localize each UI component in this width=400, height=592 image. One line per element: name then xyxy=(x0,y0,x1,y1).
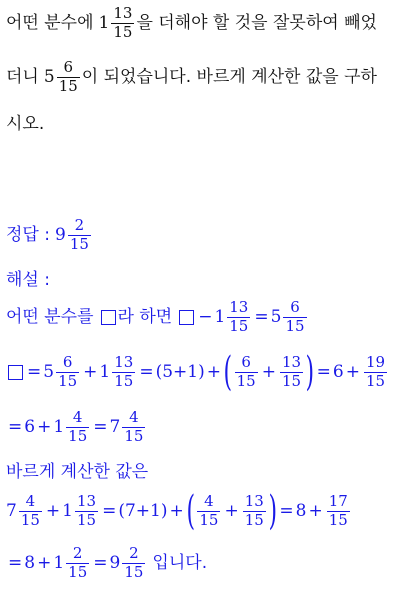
problem-text: 더니 xyxy=(6,66,39,87)
blank-box-icon xyxy=(8,365,23,380)
mixed-whole: 5 xyxy=(43,66,55,87)
fraction: $\frac{13}{15}$ xyxy=(244,492,264,529)
fraction: $\frac{2}{15}$ xyxy=(69,216,89,253)
blank-box-icon xyxy=(179,310,194,325)
problem-line-3 xyxy=(6,114,396,134)
fraction: $\frac{13}{15}$ xyxy=(229,298,249,335)
fraction: $\frac{6}{15}$ xyxy=(285,298,305,335)
explanation-label-line xyxy=(6,270,396,290)
problem-text: 이 되었습니다. 바르게 계산한 값을 구하 xyxy=(81,66,377,87)
problem-text: 을 더해야 할 것을 잘못하여 빼었 xyxy=(136,12,377,33)
fraction: $\frac{6}{15}$ xyxy=(58,353,78,390)
answer-line xyxy=(6,218,396,253)
step-text: 어떤 분수를 xyxy=(6,306,94,327)
problem-line-2 xyxy=(6,60,396,95)
problem-text: 어떤 분수에 xyxy=(6,12,94,33)
explanation-step-6: = 8 + 1 $\frac{2}{15}$ = 9 $\frac{2}{15}$ 입니다. xyxy=(8,544,208,581)
explanation-step-2: = 5 $\frac{6}{15}$ + 1 $\frac{13}{15}$ = (5+1) + ( $\frac{6}{15}$ + $\frac{13}{15}$ ) = 6 + $\frac{19}{15}$ xyxy=(6,355,396,390)
explanation-step-5: 7 $\frac{4}{15}$ + 1 $\frac{13}{15}$ = (7+1) + ( $\frac{4}{15}$ + $\frac{13}{15}$ ) = 8 + $\frac{17}{15}$ xyxy=(6,488,348,535)
mixed-whole: 1 xyxy=(98,12,110,33)
explanation-step-1: 어떤 분수를 라 하면 − 1 $\frac{13}{15}$ = 5 $\frac{6}{15}$ xyxy=(6,298,305,335)
fraction: $\frac{2}{15}$ xyxy=(68,544,88,581)
explanation-step-4 xyxy=(6,462,396,482)
step-text: 라 하면 xyxy=(117,306,173,327)
mixed-whole: 9 xyxy=(54,224,66,245)
explanation-label: 해설 : xyxy=(6,269,50,290)
fraction: $\frac{4}{15}$ xyxy=(199,492,219,529)
fraction: $\frac{2}{15}$ xyxy=(124,544,144,581)
fraction: $\frac{6}{15}$ xyxy=(58,58,78,95)
fraction: $\frac{13}{15}$ xyxy=(114,353,134,390)
explanation-step-3: = 6 + 1 $\frac{4}{15}$ = 7 $\frac{4}{15}$ xyxy=(8,408,144,445)
fraction: $\frac{13}{15}$ xyxy=(77,492,97,529)
fraction: $\frac{13}{15}$ xyxy=(113,4,133,41)
fraction: $\frac{6}{15}$ xyxy=(236,353,256,390)
step-text: 바르게 계산한 값은 xyxy=(6,461,149,482)
fraction: $\frac{13}{15}$ xyxy=(281,353,302,390)
answer-label: 정답 : xyxy=(6,224,50,245)
fraction: $\frac{4}{15}$ xyxy=(20,492,40,529)
step-text: 입니다. xyxy=(152,552,208,573)
fraction: $\frac{19}{15}$ xyxy=(365,353,386,390)
fraction: $\frac{4}{15}$ xyxy=(68,408,88,445)
blank-box-icon xyxy=(101,310,116,325)
problem-text: 시오. xyxy=(6,113,45,134)
fraction: $\frac{4}{15}$ xyxy=(124,408,144,445)
fraction: $\frac{17}{15}$ xyxy=(328,492,348,529)
problem-line-1 xyxy=(6,6,396,41)
